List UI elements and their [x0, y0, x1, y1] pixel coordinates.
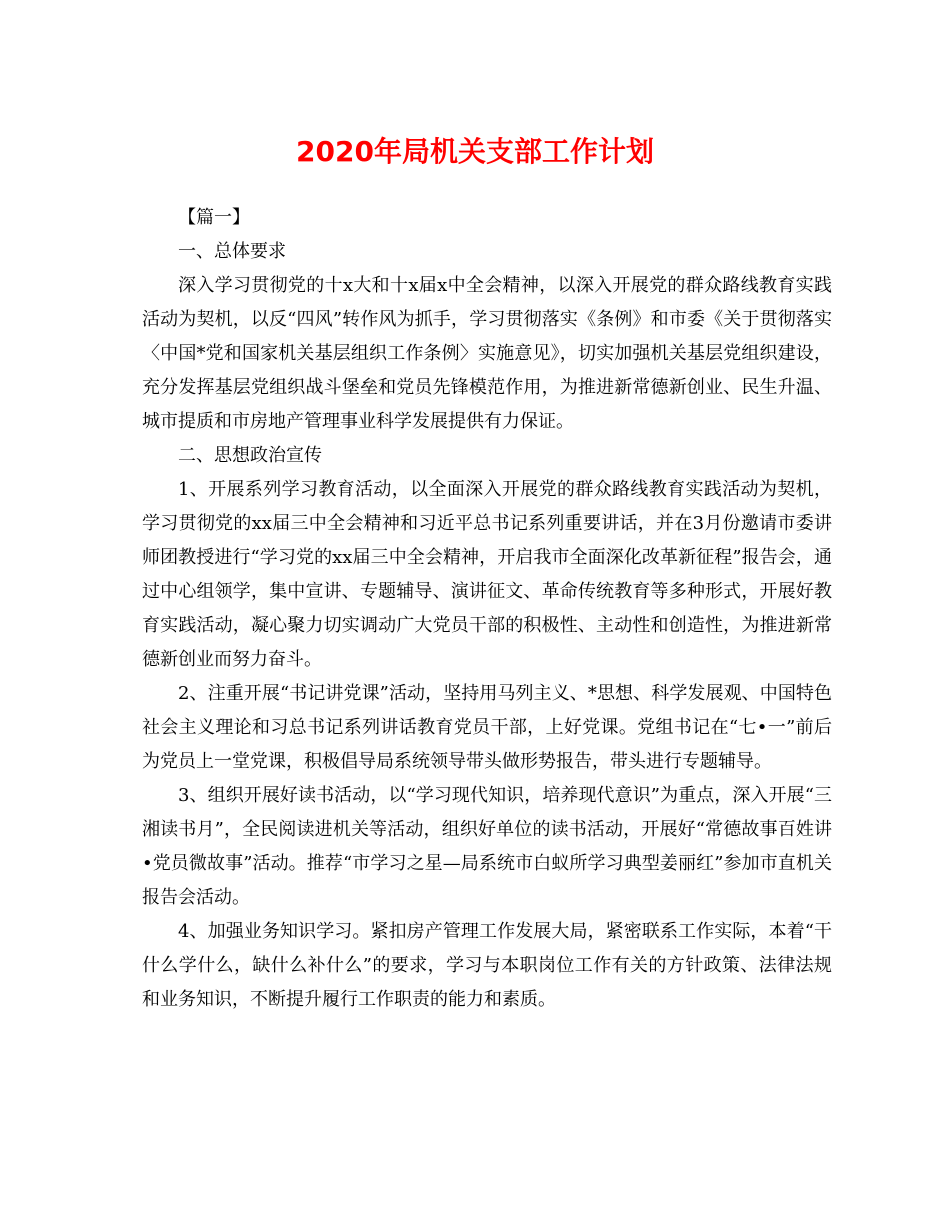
document-body: [142, 201, 832, 1017]
paragraph-general-requirements: 深入学习贯彻党的十x大和十x届x中全会精神，以深入开展党的群众路线教育实践活动为契机，以反“四风”转作风为抓手，学习贯彻落实《条例》和市委《关于贯彻落实〈中国*党和国家机关基层组织工作条例〉实施意见》，切实加强机关基层党组织建设，充分发挥基层党组织战斗堡垒和党员先锋模范作用，为推进新常德新创业、民生升温、城市提质和市房地产管理事业科学发展提供有力保证。: [142, 275, 832, 432]
section-heading-ideology-propaganda: 二、思想政治宣传: [178, 445, 322, 466]
paragraph-item-1: 1、开展系列学习教育活动，以全面深入开展党的群众路线教育实践活动为契机，学习贯彻党的xx届三中全会精神和习近平总书记系列重要讲话，并在3月份邀请市委讲师团教授进行“学习党的xx届三中全会精神，开启我市全面深化改革新征程”报告会，通过中心组领学，集中宣讲、专题辅导、演讲征文、革命传统教育等多种形式，开展好教育实践活动，凝心聚力切实调动广大党员干部的积极性、主动性和创造性，为推进新常德新创业而努力奋斗。: [142, 479, 832, 670]
document-title: 2020年局机关支部工作计划: [296, 135, 654, 168]
section-heading-general-requirements: 一、总体要求: [178, 241, 286, 262]
paragraph-item-2: 2、注重开展“书记讲党课”活动，坚持用马列主义、*思想、科学发展观、中国特色社会主义理论和习总书记系列讲话教育党员干部，上好党课。党组书记在“七•一”前后为党员上一堂党课，积极倡导局系统领导带头做形势报告，带头进行专题辅导。: [142, 683, 832, 772]
paragraph-item-3: 3、组织开展好读书活动，以“学习现代知识，培养现代意识”为重点，深入开展“三湘读书月”，全民阅读进机关等活动，组织好单位的读书活动，开展好“常德故事百姓讲•党员微故事”活动。推荐“市学习之星—局系统市白蚁所学习典型姜丽红”参加市直机关报告会活动。: [142, 785, 832, 908]
section-label: 【篇一】: [178, 207, 250, 228]
paragraph-item-4: 4、加强业务知识学习。紧扣房产管理工作发展大局，紧密联系工作实际，本着“干什么学什么，缺什么补什么”的要求，学习与本职岗位工作有关的方针政策、法律法规和业务知识，不断提升履行工作职责的能力和素质。: [142, 921, 832, 1010]
